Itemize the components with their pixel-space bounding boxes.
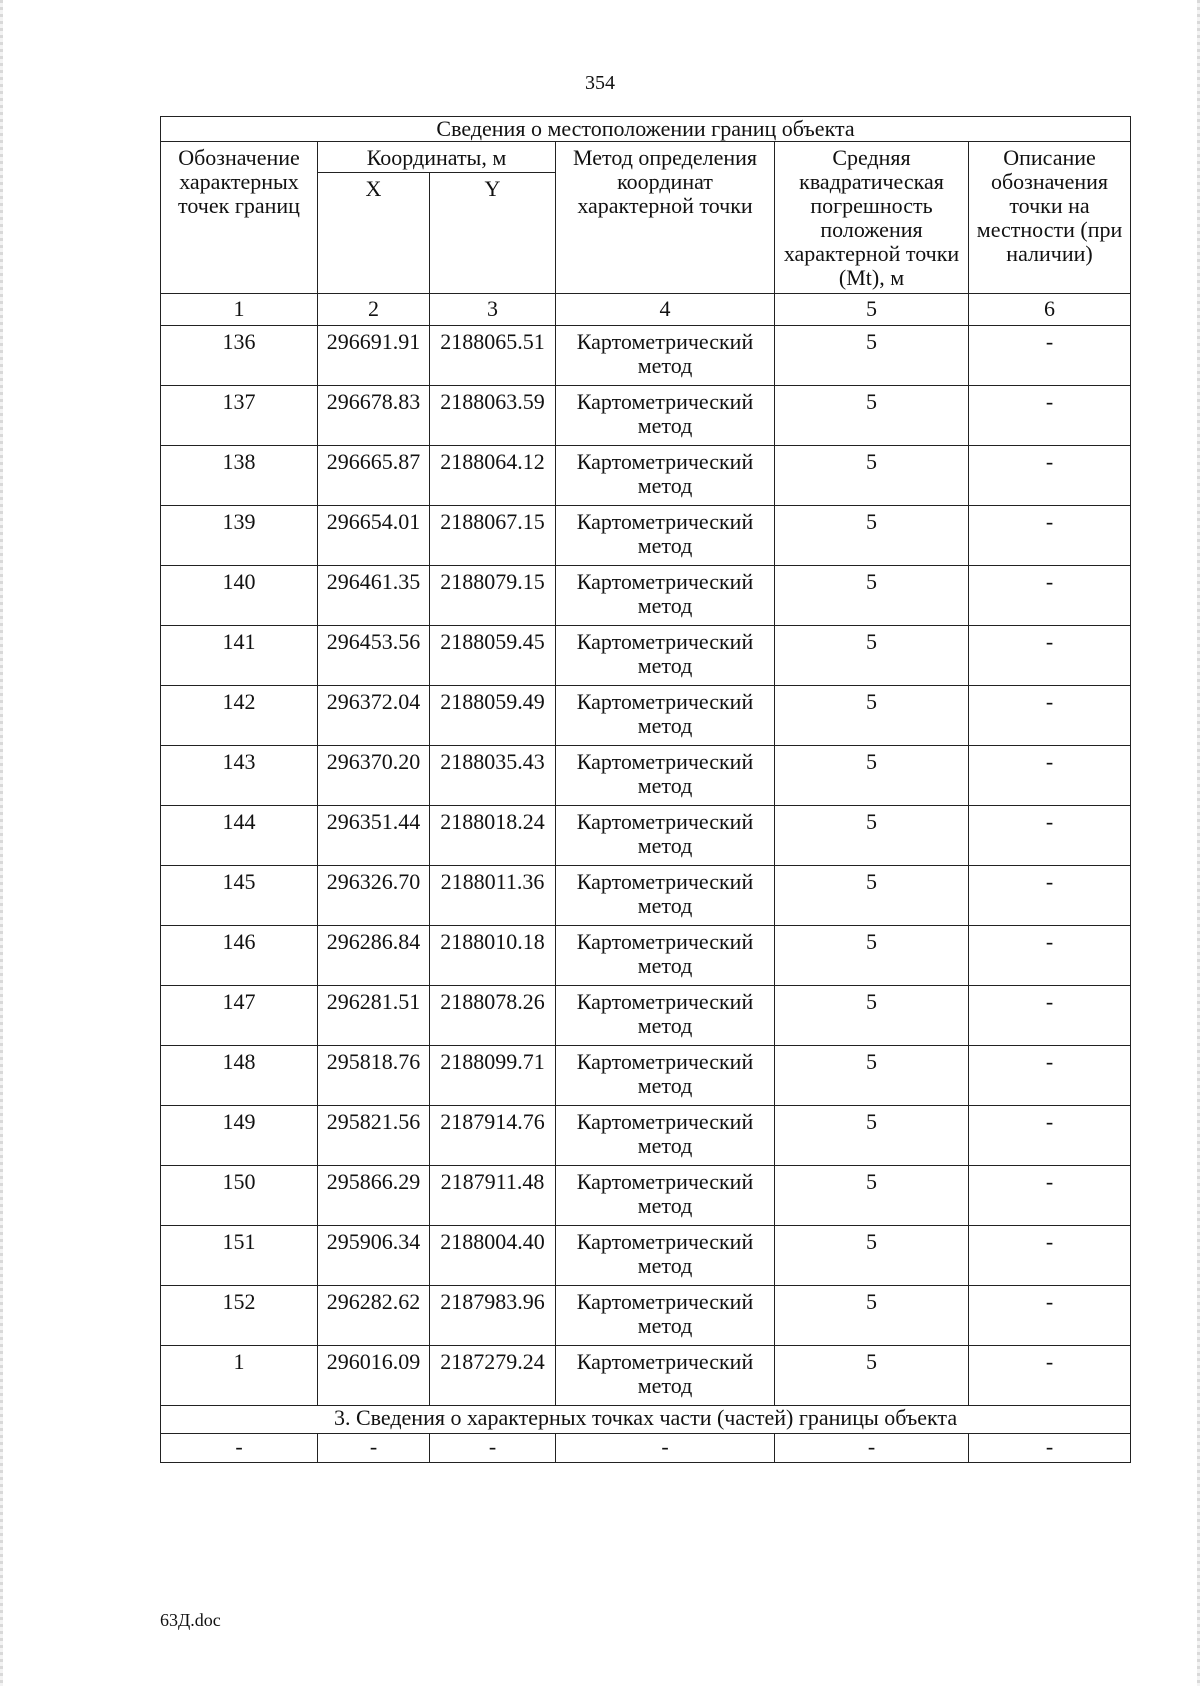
method-cell: Картометрический метод: [556, 1046, 775, 1106]
x-coordinate-cell: 296461.35: [318, 566, 430, 626]
table-row: [161, 986, 1131, 1046]
x-coordinate-cell: 296370.20: [318, 746, 430, 806]
error-cell: 5: [775, 566, 969, 626]
description-cell: -: [969, 1106, 1131, 1166]
method-cell: Картометрический метод: [556, 626, 775, 686]
y-coordinate-cell: 2188063.59: [430, 386, 556, 446]
column-number: 2: [318, 294, 430, 326]
table-cell: -: [318, 1434, 430, 1463]
y-coordinate-cell: 2188011.36: [430, 866, 556, 926]
table-row: [161, 926, 1131, 986]
column-number-row: [161, 294, 1131, 326]
description-cell: -: [969, 986, 1131, 1046]
error-cell: 5: [775, 1286, 969, 1346]
y-coordinate-cell: 2188067.15: [430, 506, 556, 566]
point-cell: 145: [161, 866, 318, 926]
description-cell: -: [969, 446, 1131, 506]
point-cell: 144: [161, 806, 318, 866]
description-cell: -: [969, 1226, 1131, 1286]
description-cell: -: [969, 686, 1131, 746]
error-cell: 5: [775, 1166, 969, 1226]
description-cell: -: [969, 326, 1131, 386]
y-coordinate-cell: 2188078.26: [430, 986, 556, 1046]
table-row: [161, 1046, 1131, 1106]
column-number: 1: [161, 294, 318, 326]
method-cell: Картометрический метод: [556, 1226, 775, 1286]
x-coordinate-cell: 296016.09: [318, 1346, 430, 1406]
x-coordinate-cell: 296372.04: [318, 686, 430, 746]
point-cell: 146: [161, 926, 318, 986]
description-cell: -: [969, 1166, 1131, 1226]
description-cell: -: [969, 926, 1131, 986]
method-cell: Картометрический метод: [556, 566, 775, 626]
y-coordinate-cell: 2187911.48: [430, 1166, 556, 1226]
x-coordinate-cell: 296678.83: [318, 386, 430, 446]
column-number: 3: [430, 294, 556, 326]
table-row: [161, 506, 1131, 566]
footer-filename: 63Д.doc: [160, 1610, 221, 1630]
table-cell: -: [969, 1434, 1131, 1463]
method-cell: Картометрический метод: [556, 326, 775, 386]
point-cell: 152: [161, 1286, 318, 1346]
scan-edge-left: [0, 0, 3, 1686]
point-cell: 151: [161, 1226, 318, 1286]
description-cell: -: [969, 746, 1131, 806]
error-cell: 5: [775, 326, 969, 386]
table-cell: -: [161, 1434, 318, 1463]
column-number: 6: [969, 294, 1131, 326]
table-row: [161, 626, 1131, 686]
point-cell: 148: [161, 1046, 318, 1106]
header-x: X: [318, 173, 430, 294]
section3-title-row: [161, 1406, 1131, 1434]
x-coordinate-cell: 296351.44: [318, 806, 430, 866]
point-cell: 149: [161, 1106, 318, 1166]
column-number: 4: [556, 294, 775, 326]
y-coordinate-cell: 2188064.12: [430, 446, 556, 506]
header-method: Метод определения координат характерной точки: [556, 142, 775, 294]
method-cell: Картометрический метод: [556, 446, 775, 506]
description-cell: -: [969, 866, 1131, 926]
section3-empty-row: [161, 1434, 1131, 1463]
y-coordinate-cell: 2187914.76: [430, 1106, 556, 1166]
y-coordinate-cell: 2188018.24: [430, 806, 556, 866]
method-cell: Картометрический метод: [556, 1106, 775, 1166]
description-cell: -: [969, 1046, 1131, 1106]
x-coordinate-cell: 295906.34: [318, 1226, 430, 1286]
y-coordinate-cell: 2188079.15: [430, 566, 556, 626]
point-cell: 147: [161, 986, 318, 1046]
error-cell: 5: [775, 1046, 969, 1106]
y-coordinate-cell: 2188059.49: [430, 686, 556, 746]
x-coordinate-cell: 295821.56: [318, 1106, 430, 1166]
point-cell: 141: [161, 626, 318, 686]
column-number: 5: [775, 294, 969, 326]
method-cell: Картометрический метод: [556, 926, 775, 986]
description-cell: -: [969, 626, 1131, 686]
description-cell: -: [969, 386, 1131, 446]
header-description: Описание обозначения точки на местности (при наличии): [969, 142, 1131, 294]
y-coordinate-cell: 2188035.43: [430, 746, 556, 806]
point-cell: 140: [161, 566, 318, 626]
x-coordinate-cell: 296286.84: [318, 926, 430, 986]
method-cell: Картометрический метод: [556, 1286, 775, 1346]
x-coordinate-cell: 296282.62: [318, 1286, 430, 1346]
header-row: [161, 142, 1131, 173]
table-row: [161, 746, 1131, 806]
table-row: [161, 686, 1131, 746]
header-designation: Обозначение характерных точек границ: [161, 142, 318, 294]
method-cell: Картометрический метод: [556, 506, 775, 566]
error-cell: 5: [775, 1346, 969, 1406]
table-row: [161, 1106, 1131, 1166]
y-coordinate-cell: 2187279.24: [430, 1346, 556, 1406]
section3-title: 3. Сведения о характерных точках части (частей) границы объекта: [161, 1406, 1131, 1434]
x-coordinate-cell: 296326.70: [318, 866, 430, 926]
point-cell: 138: [161, 446, 318, 506]
table-row: [161, 806, 1131, 866]
error-cell: 5: [775, 626, 969, 686]
x-coordinate-cell: 295818.76: [318, 1046, 430, 1106]
error-cell: 5: [775, 746, 969, 806]
method-cell: Картометрический метод: [556, 806, 775, 866]
error-cell: 5: [775, 386, 969, 446]
page-number: 354: [585, 72, 615, 94]
point-cell: 139: [161, 506, 318, 566]
table-title-row: [161, 117, 1131, 142]
table-row: [161, 1166, 1131, 1226]
error-cell: 5: [775, 986, 969, 1046]
error-cell: 5: [775, 446, 969, 506]
table-row: [161, 386, 1131, 446]
y-coordinate-cell: 2188065.51: [430, 326, 556, 386]
table-row: [161, 326, 1131, 386]
x-coordinate-cell: 296281.51: [318, 986, 430, 1046]
table-row: [161, 566, 1131, 626]
point-cell: 150: [161, 1166, 318, 1226]
error-cell: 5: [775, 1226, 969, 1286]
method-cell: Картометрический метод: [556, 866, 775, 926]
error-cell: 5: [775, 926, 969, 986]
description-cell: -: [969, 566, 1131, 626]
header-y: Y: [430, 173, 556, 294]
y-coordinate-cell: 2188004.40: [430, 1226, 556, 1286]
table-row: [161, 1286, 1131, 1346]
table-cell: -: [775, 1434, 969, 1463]
table-title: Сведения о местоположении границ объекта: [161, 117, 1131, 142]
point-cell: 137: [161, 386, 318, 446]
description-cell: -: [969, 1286, 1131, 1346]
y-coordinate-cell: 2187983.96: [430, 1286, 556, 1346]
point-cell: 1: [161, 1346, 318, 1406]
method-cell: Картометрический метод: [556, 1166, 775, 1226]
y-coordinate-cell: 2188099.71: [430, 1046, 556, 1106]
boundary-points-table: [160, 116, 1131, 1463]
x-coordinate-cell: 296654.01: [318, 506, 430, 566]
header-coordinates: Координаты, м: [318, 142, 556, 173]
method-cell: Картометрический метод: [556, 686, 775, 746]
table-row: [161, 1226, 1131, 1286]
error-cell: 5: [775, 866, 969, 926]
point-cell: 142: [161, 686, 318, 746]
x-coordinate-cell: 296453.56: [318, 626, 430, 686]
header-error: Средняя квадратическая погрешность положения характерной точки (Mt), м: [775, 142, 969, 294]
x-coordinate-cell: 296691.91: [318, 326, 430, 386]
method-cell: Картометрический метод: [556, 746, 775, 806]
method-cell: Картометрический метод: [556, 986, 775, 1046]
y-coordinate-cell: 2188010.18: [430, 926, 556, 986]
error-cell: 5: [775, 686, 969, 746]
error-cell: 5: [775, 506, 969, 566]
description-cell: -: [969, 1346, 1131, 1406]
point-cell: 136: [161, 326, 318, 386]
point-cell: 143: [161, 746, 318, 806]
x-coordinate-cell: 296665.87: [318, 446, 430, 506]
y-coordinate-cell: 2188059.45: [430, 626, 556, 686]
table-cell: -: [430, 1434, 556, 1463]
description-cell: -: [969, 506, 1131, 566]
table-row: [161, 446, 1131, 506]
error-cell: 5: [775, 806, 969, 866]
method-cell: Картометрический метод: [556, 386, 775, 446]
method-cell: Картометрический метод: [556, 1346, 775, 1406]
table-row: [161, 866, 1131, 926]
table-row: [161, 1346, 1131, 1406]
x-coordinate-cell: 295866.29: [318, 1166, 430, 1226]
table-cell: -: [556, 1434, 775, 1463]
description-cell: -: [969, 806, 1131, 866]
error-cell: 5: [775, 1106, 969, 1166]
